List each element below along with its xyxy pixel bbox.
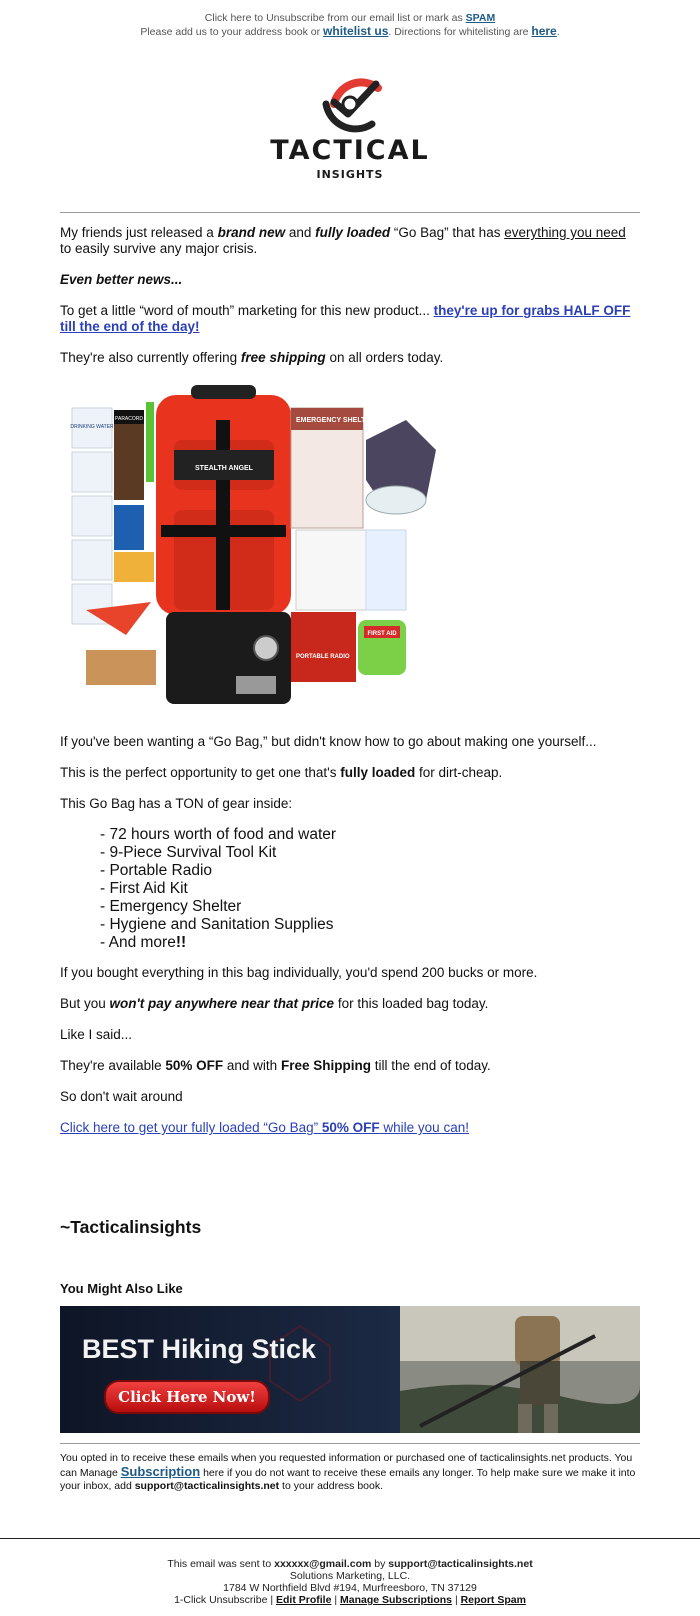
body-paragraph-8 [60,965,640,981]
radio-label: PORTABLE RADIO [296,654,350,660]
even-better-news: Even better news... [60,272,183,287]
first-aid-label: FIRST AID [367,631,397,637]
p6-fully-loaded: fully loaded [340,765,416,780]
spam-link[interactable]: SPAM [465,12,496,24]
portable-radio [291,612,356,682]
gear-list-item: - Emergency Shelter [100,898,242,915]
body-paragraph-7 [60,796,640,812]
water-packets [70,408,114,624]
hiking-stick-banner[interactable] [60,1306,640,1433]
manage-subscriptions-link[interactable]: Manage Subscriptions [340,1594,453,1606]
intro-paragraph-2 [60,272,640,288]
p6-text-a: This is the perfect opportunity to get one that's [60,765,341,780]
report-spam-link[interactable]: Report Spam [460,1594,526,1606]
food-ration [114,552,154,582]
fifty-off-text: 50% OFF [165,1058,224,1073]
p1-brand-new: brand new [217,225,286,240]
body-paragraph-5 [60,734,640,750]
logo-subtitle: INSIGHTS [316,168,384,181]
footer-divider [0,1538,700,1539]
food-bars [86,650,156,685]
logo-wordmark: TACTICAL [270,135,430,166]
p11-text-a: They're available [60,1058,166,1073]
intro-paragraph-1 [60,225,640,257]
unsubscribe-text[interactable]: Click here to Unsubscribe from our email list or mark as [204,12,463,24]
sent-to-text: This email was sent to [167,1558,275,1570]
light-stick [146,402,154,482]
sender-email: support@tacticalinsights.net [388,1558,533,1570]
gear-list-item [100,934,336,952]
bag-brand-label: STEALTH ANGEL [195,465,253,472]
dont-wait-text: So don't wait around [60,1089,183,1104]
edit-profile-link[interactable]: Edit Profile [276,1594,332,1606]
water-label: DRINKING WATER [70,424,114,430]
hygiene-supplies [296,530,366,610]
signature: ~Tacticalinsights [60,1217,202,1237]
manage-subscription-link[interactable]: Subscription [120,1464,201,1479]
support-email: support@tacticalinsights.net [134,1480,280,1492]
p6-text-c: for dirt-cheap. [415,765,503,780]
cta-paragraph [60,1120,640,1136]
sent-by-text: by [371,1558,389,1570]
and-more-text: - And more [100,934,176,951]
separator: | [331,1594,340,1606]
gear-list-item: - Portable Radio [100,862,213,879]
p11-text-e: till the end of today. [370,1058,491,1073]
p4-text-c: on all orders today. [325,350,444,365]
gear-list-item: - 72 hours worth of food and water [100,826,337,843]
whitelist-period: . [556,26,560,38]
one-click-unsubscribe[interactable]: 1-Click Unsubscribe [174,1594,268,1606]
body-paragraph-10 [60,1027,640,1043]
p11-text-c: and with [223,1058,281,1073]
body-paragraph-6 [60,765,640,781]
bought-individually-text: If you bought everything in this bag individually, you'd spend 200 bucks or more. [60,965,538,980]
footer-links [0,1594,700,1606]
p9-text-c: for this loaded bag today. [334,996,489,1011]
p1-text-c: and [285,225,316,240]
p1-everything-you-need: everything you need [504,225,626,240]
footer [0,1558,700,1606]
optin-text-b: here if you do not want to receive these emails any longer. To help make sure we make it into your inbox, add [60,1467,636,1492]
whitelist-link[interactable]: whitelist us [323,24,389,38]
opt-in-notice [60,1452,640,1493]
you-might-also-like-heading: You Might Also Like [60,1281,183,1296]
free-shipping-bold: Free Shipping [280,1058,371,1073]
intro-paragraph-4 [60,350,640,366]
whitelist-directions-text: . Directions for whitelisting are [388,26,529,38]
cta-text-c[interactable]: while you can! [379,1120,469,1135]
p1-text-a: My friends just released a [60,225,218,240]
shelter-label: EMERGENCY SHELTER [296,417,376,424]
cta-fifty-off[interactable]: 50% OFF [321,1120,380,1135]
red-backpack [156,385,291,615]
gear-list [100,826,336,952]
wont-pay-text: won't pay anywhere near that price [109,996,335,1011]
goggles [366,486,426,514]
whitelist-directions-link[interactable]: here [531,24,557,38]
gear-list-item: - 9-Piece Survival Tool Kit [100,844,277,861]
like-i-said-text: Like I said... [60,1027,133,1042]
optin-text-c: to your address book. [279,1480,384,1492]
body-paragraph-11 [60,1058,640,1074]
recipient-email: xxxxxx@gmail.com [274,1558,372,1570]
p1-text-e: “Go Bag” that has [390,225,505,240]
cta-link[interactable] [60,1120,469,1135]
gear-list-item: - First Aid Kit [100,880,188,897]
p4-text-a: They're also currently offering [60,350,241,365]
free-shipping-text: free shipping [240,350,326,365]
half-off-link[interactable]: they're up for grabs HALF OFF till the end of the day! [60,303,631,334]
click-here-now-button[interactable]: Click Here Now! [104,1380,270,1414]
water-purifier [114,505,144,550]
paracord-label: PARACORD [115,416,143,422]
body-paragraph-12 [60,1089,640,1105]
divider [60,212,640,213]
optin-text-a: You opted in to receive these emails when you requested information or purchased one of tacticalinsights.net products. You can Manage [60,1452,633,1479]
p1-fully-loaded: fully loaded [315,225,391,240]
company-address: 1784 W Northfield Blvd #194, Murfreesboro, TN 37129 [223,1582,477,1594]
go-bag-wanting-text: If you've been wanting a “Go Bag,” but didn't know how to go about making one yourself... [60,734,597,749]
p9-text-a: But you [60,996,110,1011]
divider-bottom [60,1443,640,1444]
body-paragraph-9 [60,996,640,1012]
gear-inside-text: This Go Bag has a TON of gear inside: [60,796,293,811]
gear-list-item: - Hygiene and Sanitation Supplies [100,916,334,933]
p1-text-g: to easily survive any major crisis. [60,241,258,256]
sent-to-line [0,1558,700,1570]
go-bag-product-image[interactable] [66,380,451,717]
p3-text: To get a little “word of mouth” marketing for this new product... [60,303,434,318]
cta-text-a[interactable]: Click here to get your fully loaded “Go Bag” [60,1120,322,1135]
whitelist-text: Please add us to your address book or [140,26,321,38]
preheader [0,0,700,39]
banner-title: BEST Hiking Stick [82,1334,317,1364]
company-name: Solutions Marketing, LLC. [289,1570,411,1582]
whitelist-line [0,25,700,39]
separator: | [267,1594,276,1606]
and-more-exclaim: !! [175,934,187,951]
separator: | [452,1594,461,1606]
intro-paragraph-3 [60,303,640,335]
